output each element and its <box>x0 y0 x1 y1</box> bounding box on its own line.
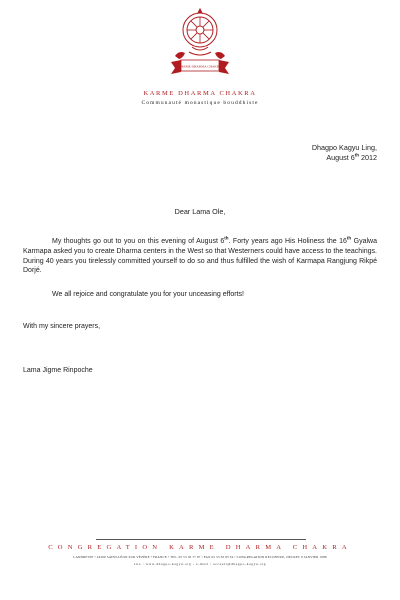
org-name: KARME DHARMA CHAKRA <box>143 90 257 97</box>
place-and-date <box>227 143 377 163</box>
letter-paragraph-2: We all rejoice and congratulate you for your unceasing efforts! <box>52 291 244 298</box>
footer-divider <box>96 539 306 540</box>
logo-banner-text: KARME DHARMA CHAKRA <box>178 64 222 69</box>
letter-place: Dhagpo Kagyu Ling, <box>311 143 377 152</box>
footer-contact: site : www.dhagpo-kagyu.org - e-mail : accueil@dhagpo-kagyu.org <box>133 562 267 566</box>
dharma-wheel-logo <box>167 6 233 88</box>
footer-org-name: CONGREGATION KARME DHARMA CHAKRA <box>48 544 352 551</box>
letter-paragraph-1: My thoughts go out to you on this evening of August 6th. Forty years ago His Holiness the 16th Gyalwa Karmapa asked you to create Dharma centers in the West so that Westerners could have access to the teachings. During 40 years you tirelessly committed yourself to do so and thus fulfilled the wish of Karmapa Rangjung Rikpé Dorjé. <box>23 235 377 275</box>
signature: Lama Jigme Rinpoche <box>23 367 93 374</box>
footer-address: LANDREVIE • 24290 SAINT-LÉON SUR VÉZÈRE • FRANCE • TEL. 05 53 50 77 97 • FAX 05 53 50 83 34 • CONGREGATION RECONNUE, DECRET 9 JANVIER 1988 <box>73 555 327 559</box>
org-subtitle: Communauté monastique bouddhiste <box>141 100 259 106</box>
salutation: Dear Lama Ole, <box>174 207 226 216</box>
letter-date: August 6th 2012 <box>326 152 377 162</box>
closing: With my sincere prayers, <box>23 323 101 330</box>
